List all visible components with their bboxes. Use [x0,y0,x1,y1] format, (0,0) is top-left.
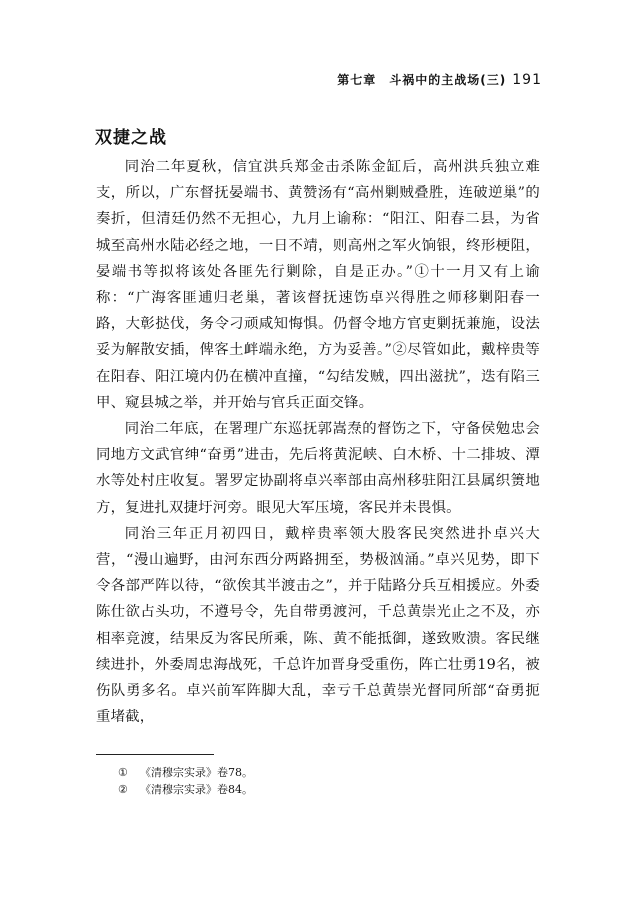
footnote [118,781,253,798]
running-header [337,71,542,88]
paragraph: 同治二年底，在署理广东巡抚郭嵩焘的督饬之下，守备侯勉忠会同地方文武官绅“奋勇”进击，先后将黄泥峡、白木桥、十二排坡、潭水等处村庄收复。署罗定协副将卓兴率部由高州移驻阳江县属织箦地方，复进扎双捷圩河旁。眼见大军压境，客民并未畏惧。 [96,421,540,516]
footnotes [118,764,253,798]
footnote [118,764,253,781]
paragraph: 同治二年夏秋，信宜洪兵郑金击杀陈金缸后，高州洪兵独立难支，所以，广东督抚晏端书、黄赞汤有“高州剿贼叠胜，连破逆巢”的奏折，但清廷仍然不无担心，九月上谕称：“阳江、阳春二县，为省城至高州水陆必经之地，一日不靖，则高州之军火饷银，终形梗阻，晏端书等拟将该处各匪先行剿除，自是正办。”①十一月又有上谕称：“广海客匪逋归老巢，著该督抚速饬卓兴得胜之师移剿阳春一路，大彰挞伐，务令刁顽咸知悔惧。仍督令地方官吏剿抚兼施，设法妥为解散安插，俾客土衅端永绝，方为妥善。”②尽管如此，戴梓贵等在阳春、阳江境内仍在横冲直撞，“勾结发贼，四出滋扰”，迭有陷三甲、窥县城之举，并开始与官兵正面交锋。 [96,159,540,411]
chapter-title: 第七章 斗祸中的主战场(三) [337,73,507,87]
footnote-mark: ② [118,783,128,796]
section-title: 双捷之战 [95,128,167,148]
footnote-text: 《清穆宗实录》卷84。 [140,783,253,796]
page-number: 191 [512,72,542,88]
paragraph: 同治三年正月初四日，戴梓贵率领大股客民突然进扑卓兴大营，“漫山遍野，由河东西分两路拥至，势极汹涌。”卓兴见势，即下令各部严阵以待，“欲俟其半渡击之”，并于陆路分兵互相援应。外委陈仕欲占头功，不遵号令，先自带勇渡河，千总黄崇光止之不及，亦相率竞渡，结果反为客民所乘，陈、黄不能抵御，遂致败溃。客民继续进扑，外委周忠海战死，千总许加晋身受重伤，阵亡壮勇19名，被伤队勇多名。卓兴前军阵脚大乱，幸亏千总黄崇光督同所部“奋勇扼重堵截， [96,525,540,726]
footnote-divider [96,754,214,755]
body-text [96,154,540,730]
footnote-text: 《清穆宗实录》卷78。 [140,766,253,779]
footnote-mark: ① [118,766,128,779]
